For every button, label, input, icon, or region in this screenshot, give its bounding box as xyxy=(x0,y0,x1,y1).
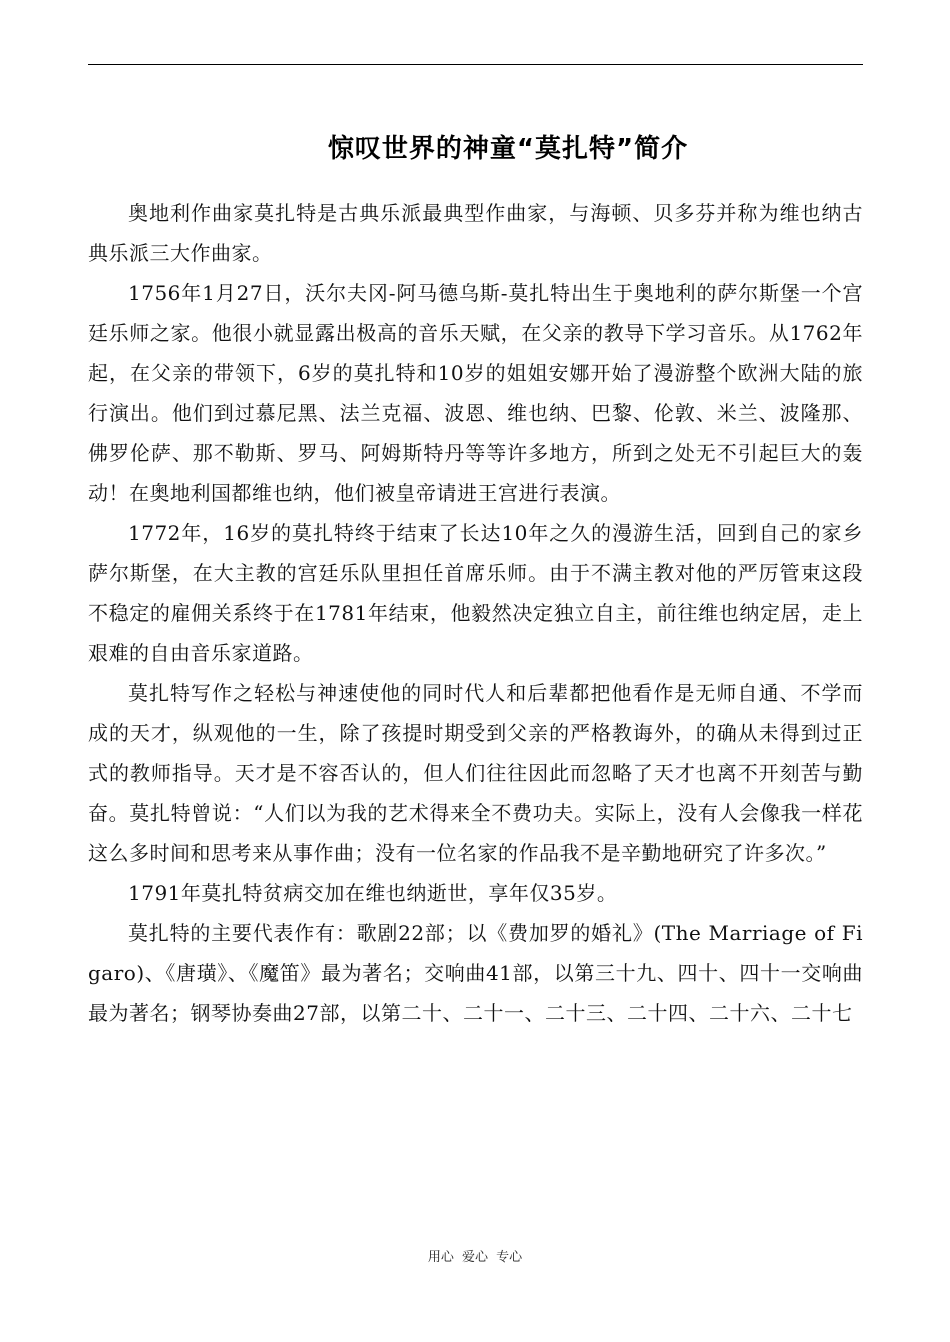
document-title: 惊叹世界的神童“莫扎特”简介 xyxy=(327,134,689,165)
paragraph-death: 1791年莫扎特贫病交加在维也纳逝世，享年仅35岁。 xyxy=(128,881,618,905)
paragraph-works: 莫扎特的主要代表作有：歌剧22部；以《费加罗的婚礼》(The Marriage of Figaro)、《唐璜》、《魔笛》最为著名；交响曲41部，以第三十九、四十、四十一交响曲最为著名；钢琴协奏曲27部，以第二十、二十一、二十三、二十四、二十六、二十七 xyxy=(88,921,863,1025)
paragraph-childhood: 1756年1月27日，沃尔夫冈-阿马德乌斯-莫扎特出生于奥地利的萨尔斯堡一个宫廷乐师之家。他很小就显露出极高的音乐天赋，在父亲的教导下学习音乐。从1762年起，在父亲的带领下，6岁的莫扎特和10岁的姐姐安娜开始了漫游整个欧洲大陆的旅行演出。他们到过慕尼黑、法兰克福、波恩、维也纳、巴黎、伦敦、米兰、波隆那、佛罗伦萨、那不勒斯、罗马、阿姆斯特丹等等许多地方，所到之处无不引起巨大的轰动！在奥地利国都维也纳，他们被皇帝请进王宫进行表演。 xyxy=(88,281,863,505)
paragraph-salzburg: 1772年，16岁的莫扎特终于结束了长达10年之久的漫游生活，回到自己的家乡萨尔斯堡，在大主教的宫廷乐队里担任首席乐师。由于不满主教对他的严厉管束这段不稳定的雇佣关系终于在1781年结束，他毅然决定独立自主，前往维也纳定居，走上艰难的自由音乐家道路。 xyxy=(88,521,863,665)
header-rule xyxy=(88,64,863,65)
paragraph-intro: 奥地利作曲家莫扎特是古典乐派最典型作曲家，与海顿、贝多芬并称为维也纳古典乐派三大作曲家。 xyxy=(88,201,863,265)
document-body xyxy=(88,193,863,1033)
page-footer: 用心 爱心 专心 xyxy=(427,1250,523,1265)
paragraph-genius: 莫扎特写作之轻松与神速使他的同时代人和后辈都把他看作是无师自通、不学而成的天才，纵观他的一生，除了孩提时期受到父亲的严格教诲外，的确从未得到过正式的教师指导。天才是不容否认的，但人们往往因此而忽略了天才也离不开刻苦与勤奋。莫扎特曾说：“人们以为我的艺术得来全不费功夫。实际上，没有人会像我一样花这么多时间和思考来从事作曲；没有一位名家的作品我不是辛勤地研究了许多次。” xyxy=(88,681,863,865)
